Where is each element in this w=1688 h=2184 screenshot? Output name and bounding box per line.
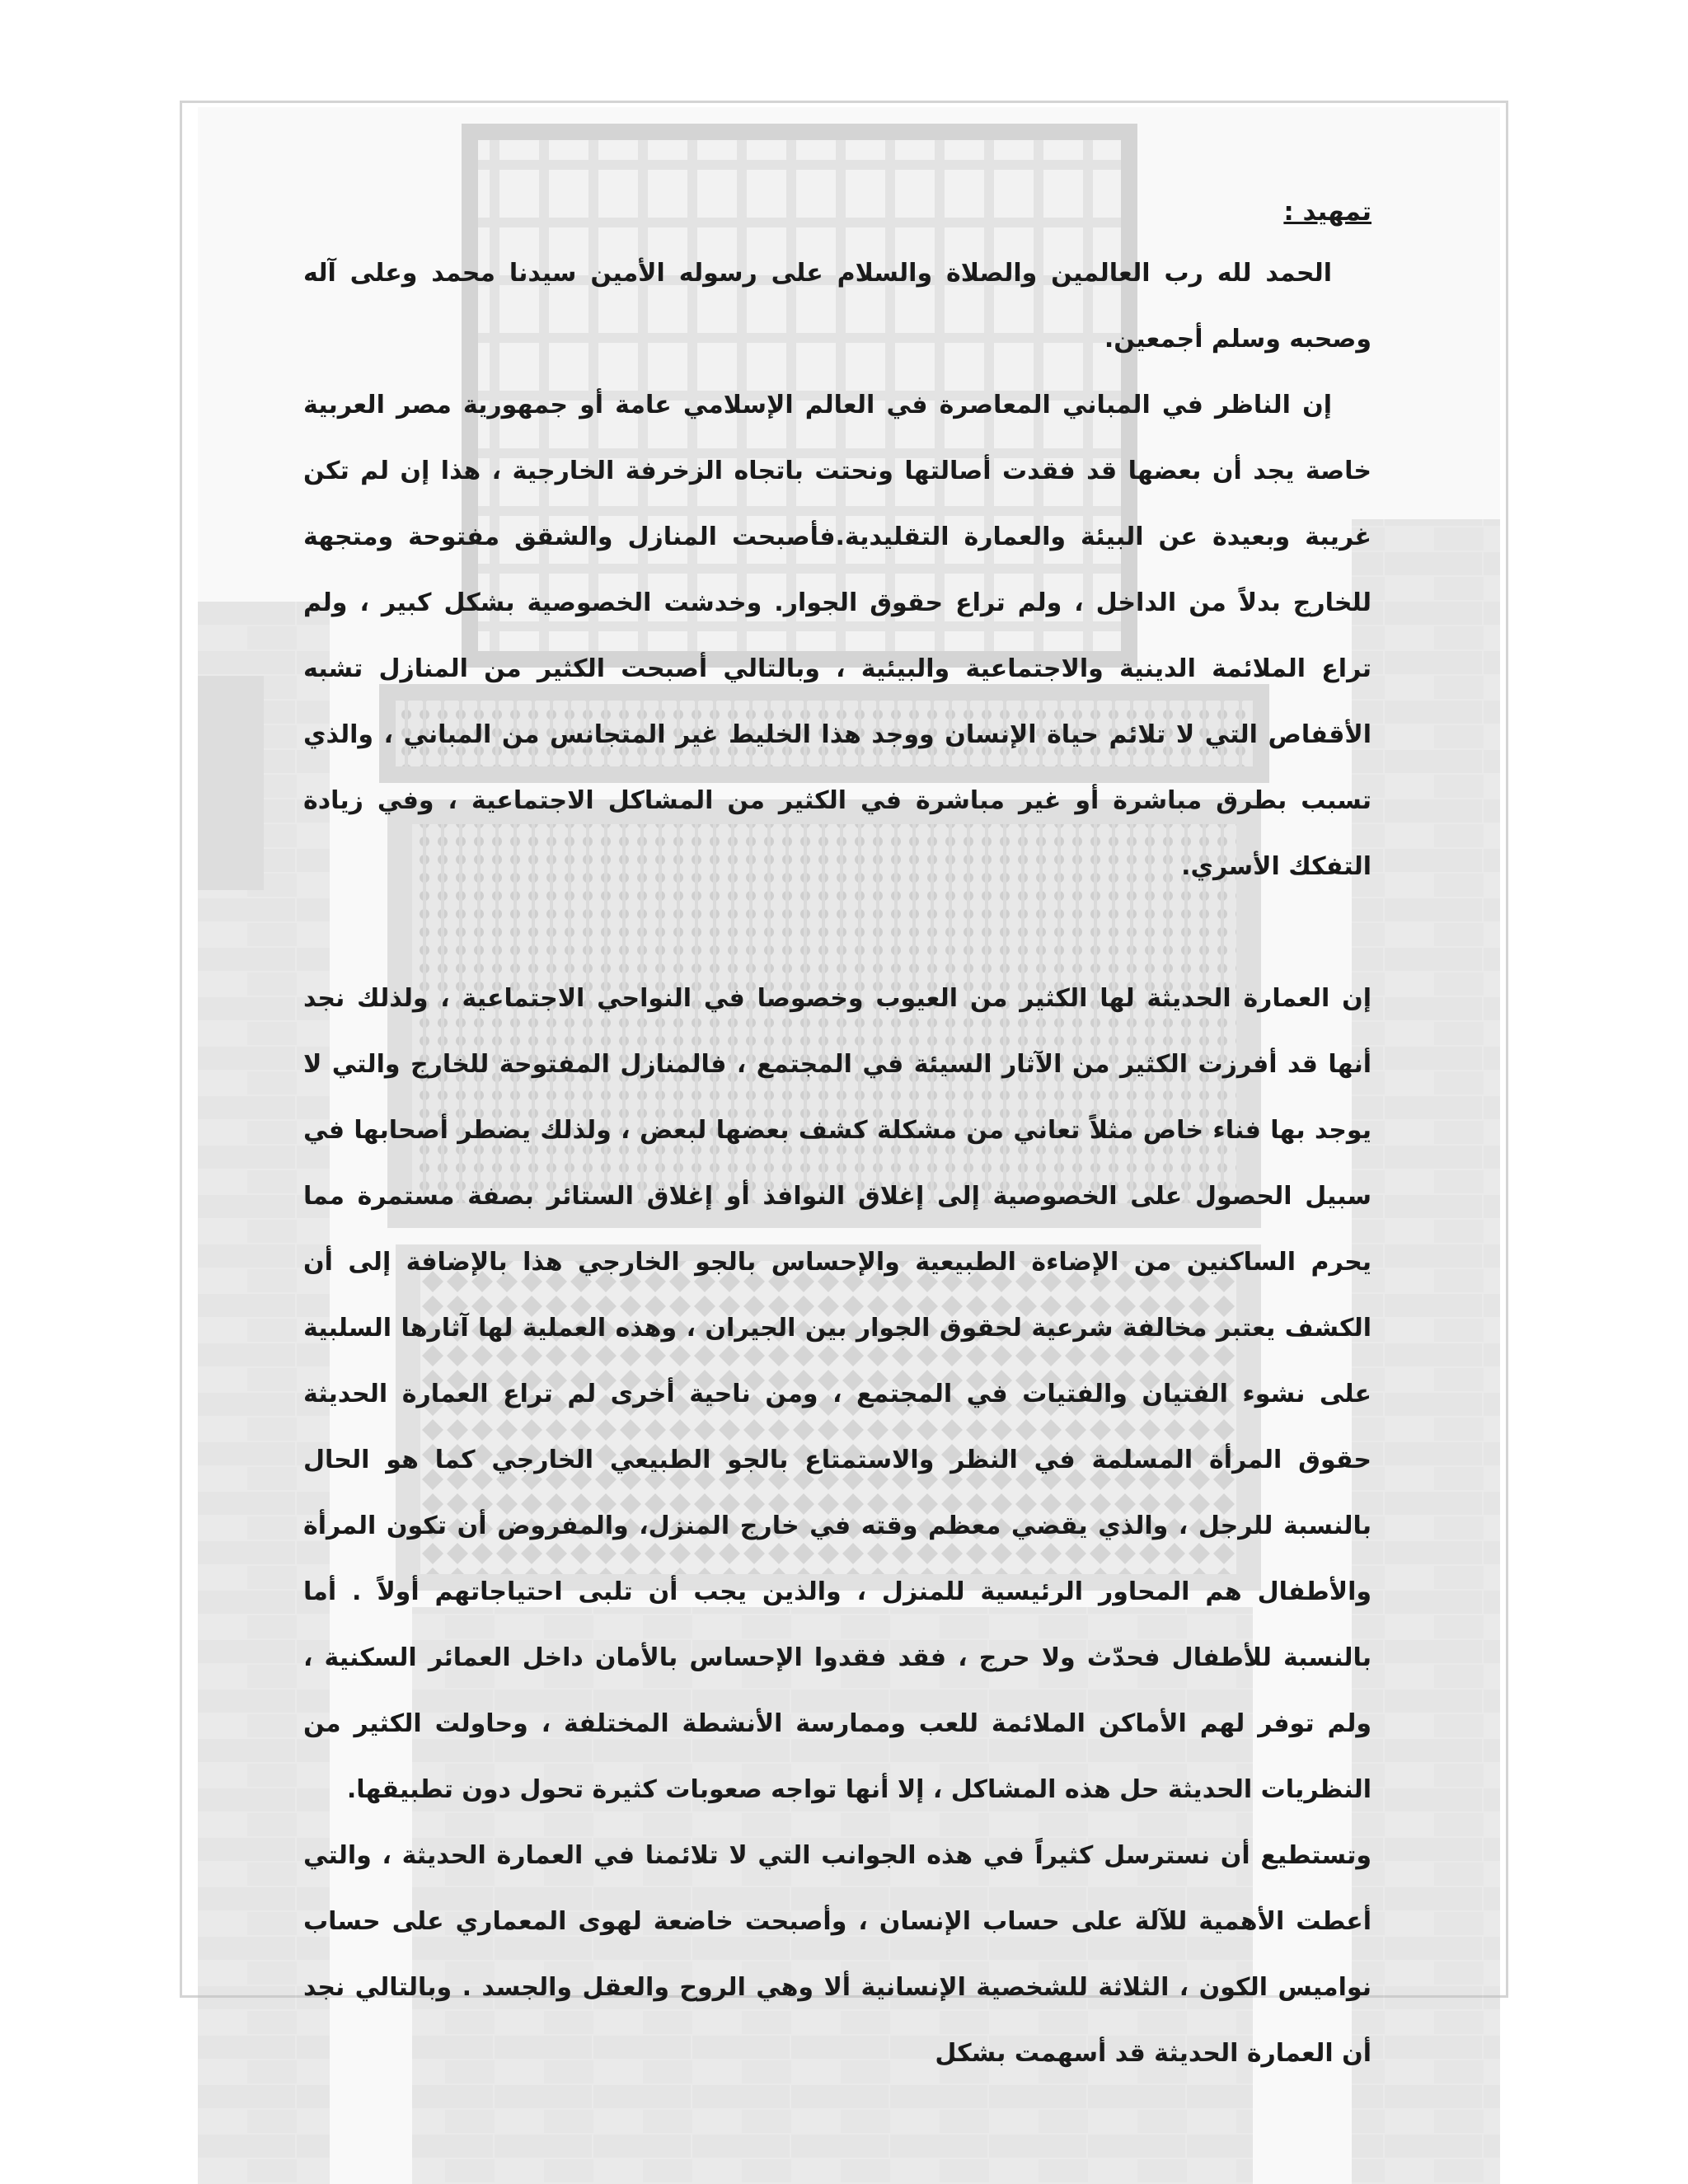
- article-text: [303, 180, 1372, 2087]
- paragraph-3: إن العمارة الحديثة لها الكثير من العيوب وخصوصا في النواحي الاجتماعية ، ولذلك نجد أنها قد أفرزت الكثير من الآثار السيئة في المجتمع ، فالمنازل المفتوحة للخارج والتي لا يوجد بها فناء خاص مثلاً تعاني من مشكلة كشف بعضها لبعض ، ولذلك يضطر أصحابها في سبيل الحصول على الخصوصية إلى إغلاق النوافذ أو إغلاق الستائر بصفة مستمرة مما يحرم الساكنين من الإضاءة الطبيعية والإحساس بالجو الخارجي هذا بالإضافة إلى أن الكشف يعتبر مخالفة شرعية لحقوق الجوار بين الجيران ، وهذه العملية لها آثارها السلبية على نشوء الفتيان والفتيات في المجتمع ، ومن ناحية أخرى لم تراع العمارة الحديثة حقوق المرأة المسلمة في النظر والاستمتاع بالجو الطبيعي الخارجي كما هو الحال بالنسبة للرجل ، والذي يقضي معظم وقته في خارج المنزل، والمفروض أن تكون المرأة والأطفال هم المحاور الرئيسية للمنزل ، والذين يجب أن تلبى احتياجاتهم أولاً . أما بالنسبة للأطفال فحدّث ولا حرج ، فقد فقدوا الإحساس بالأمان داخل العمائر السكنية ، ولم توفر لهم الأماكن الملائمة للعب وممارسة الأنشطة المختلفة ، وحاولت الكثير من النظريات الحديثة حل هذه المشاكل ، إلا أنها تواجه صعوبات كثيرة تحول دون تطبيقها.: [303, 984, 1372, 1804]
- paragraph-2: إن الناظر في المباني المعاصرة في العالم الإسلامي عامة أو جمهورية مصر العربية خاصة يجد أن بعضها قد فقدت أصالتها ونحتت باتجاه الزخرفة الخارجية ، هذا إن لم تكن غريبة وبعيدة عن البيئة والعمارة التقليدية.فأصبحت المنازل والشقق مفتوحة ومتجهة للخارج بدلاً من الداخل ، ولم تراع حقوق الجوار. وخدشت الخصوصية بشكل كبير ، ولم تراع الملائمة الدينية والاجتماعية والبيئية ، وبالتالي أصبحت الكثير من المنازل تشبه الأقفاص التي لا تلائم حياة الإنسان ووجد هذا الخليط غير المتجانس من المباني ، والذي تسبب بطرق مباشرة أو غير مباشرة في الكثير من المشاكل الاجتماعية ، وفي زيادة التفكك الأسري.: [303, 391, 1372, 881]
- paragraph-1: الحمد لله رب العالمين والصلاة والسلام على رسوله الأمين سيدنا محمد وعلى آله وصحبه وسلم أجمعين.: [303, 259, 1372, 354]
- paragraph-4: وتستطيع أن نسترسل كثيراً في هذه الجوانب التي لا تلائمنا في العمارة الحديثة ، والتي أعطت الأهمية للآلة على حساب الإنسان ، وأصبحت خاضعة لهوى المعماري على حساب نواميس الكون ، الثلاثة للشخصية الإنسانية ألا وهي الروح والعقل والجسد . وبالتالي نجد أن العمارة الحديثة قد أسهمت بشكل: [303, 1841, 1372, 2068]
- section-heading: تمهيد :: [1283, 197, 1372, 227]
